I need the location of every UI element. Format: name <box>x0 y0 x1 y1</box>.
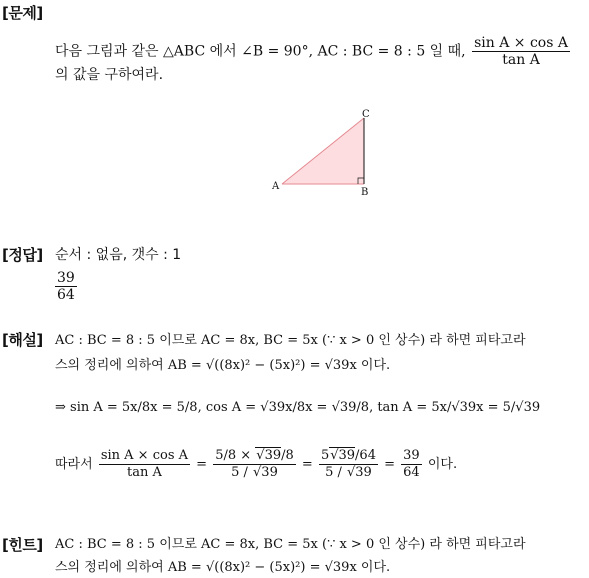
solution-line-4: 따라서 $\frac{\text{sin A × cos A}}{\text{tan A}}$ = $\frac{5/8 \times √39/8}{5 / √39}$ = $\frac{5√39/64}{5 / √39}$ = $\frac{39}{64}$ 이다. <box>55 448 458 480</box>
hint-line-1: AC : BC = 8 : 5 이므로 AC = 8x, BC = 5x (∵ x > 0 인 상수) 라 하면 피타고라 <box>55 537 526 552</box>
problem-fraction-num: sin A × cos A <box>474 35 568 51</box>
solution-line-4-suffix: 이다. <box>427 457 458 472</box>
answer-meta: 순서 : 없음, 갯수 : 1 <box>55 247 182 263</box>
solution-mid-fraction-2: $\frac{5√39/64}{5 / √39}$ <box>320 448 376 480</box>
problem-fraction-den: tan A <box>502 52 540 68</box>
solution-line-3: ⇒ sin A = 5x/8x = 5/8, cos A = √39x/8x = √39/8, tan A = 5x/√39x = 5/√39 <box>55 400 541 415</box>
solution-result-den: 64 <box>403 465 420 480</box>
problem-tag: [문제] <box>2 4 43 22</box>
solution-line-1: AC : BC = 8 : 5 이므로 AC = 8x, BC = 5x (∵ x > 0 인 상수) 라 하면 피타고라 <box>55 333 526 348</box>
hint-tag: [힌트] <box>2 536 43 554</box>
answer-fraction-den: 64 <box>57 287 75 303</box>
vertex-c-label: C <box>362 109 370 120</box>
solution-tag: [해설] <box>2 331 43 349</box>
problem-line-2: 의 값을 구하여라. <box>55 67 164 83</box>
problem-fraction <box>472 35 570 68</box>
vertex-b-label: B <box>361 187 369 198</box>
vertex-a-label: A <box>272 181 280 192</box>
answer-fraction-num: 39 <box>57 270 75 286</box>
problem-line-1-text: 다음 그림과 같은 △ABC 에서 ∠B = 90°, AC : BC = 8 : 5 일 때, <box>55 43 466 60</box>
solution-line-2: 스의 정리에 의하여 AB = √((8x)² − (5x)²) = √39x 이다. <box>55 358 391 373</box>
solution-result-fraction <box>401 448 422 481</box>
solution-line-4-prefix: 따라서 <box>55 457 93 472</box>
solution-lhs-fraction: $\frac{\text{sin A × cos A}}{\text{tan A}}$ <box>100 448 189 480</box>
answer-value <box>55 270 79 303</box>
hint-line-2: 스의 정리에 의하여 AB = √((8x)² − (5x)²) = √39x 이다. <box>55 560 391 575</box>
problem-line-1 <box>55 35 572 68</box>
solution-mid-fraction-1: $\frac{5/8 \times √39/8}{5 / √39}$ <box>215 448 294 480</box>
answer-fraction <box>55 270 77 303</box>
triangle-figure <box>268 106 378 198</box>
answer-tag: [정답] <box>2 246 43 264</box>
solution-result-num: 39 <box>403 448 420 463</box>
